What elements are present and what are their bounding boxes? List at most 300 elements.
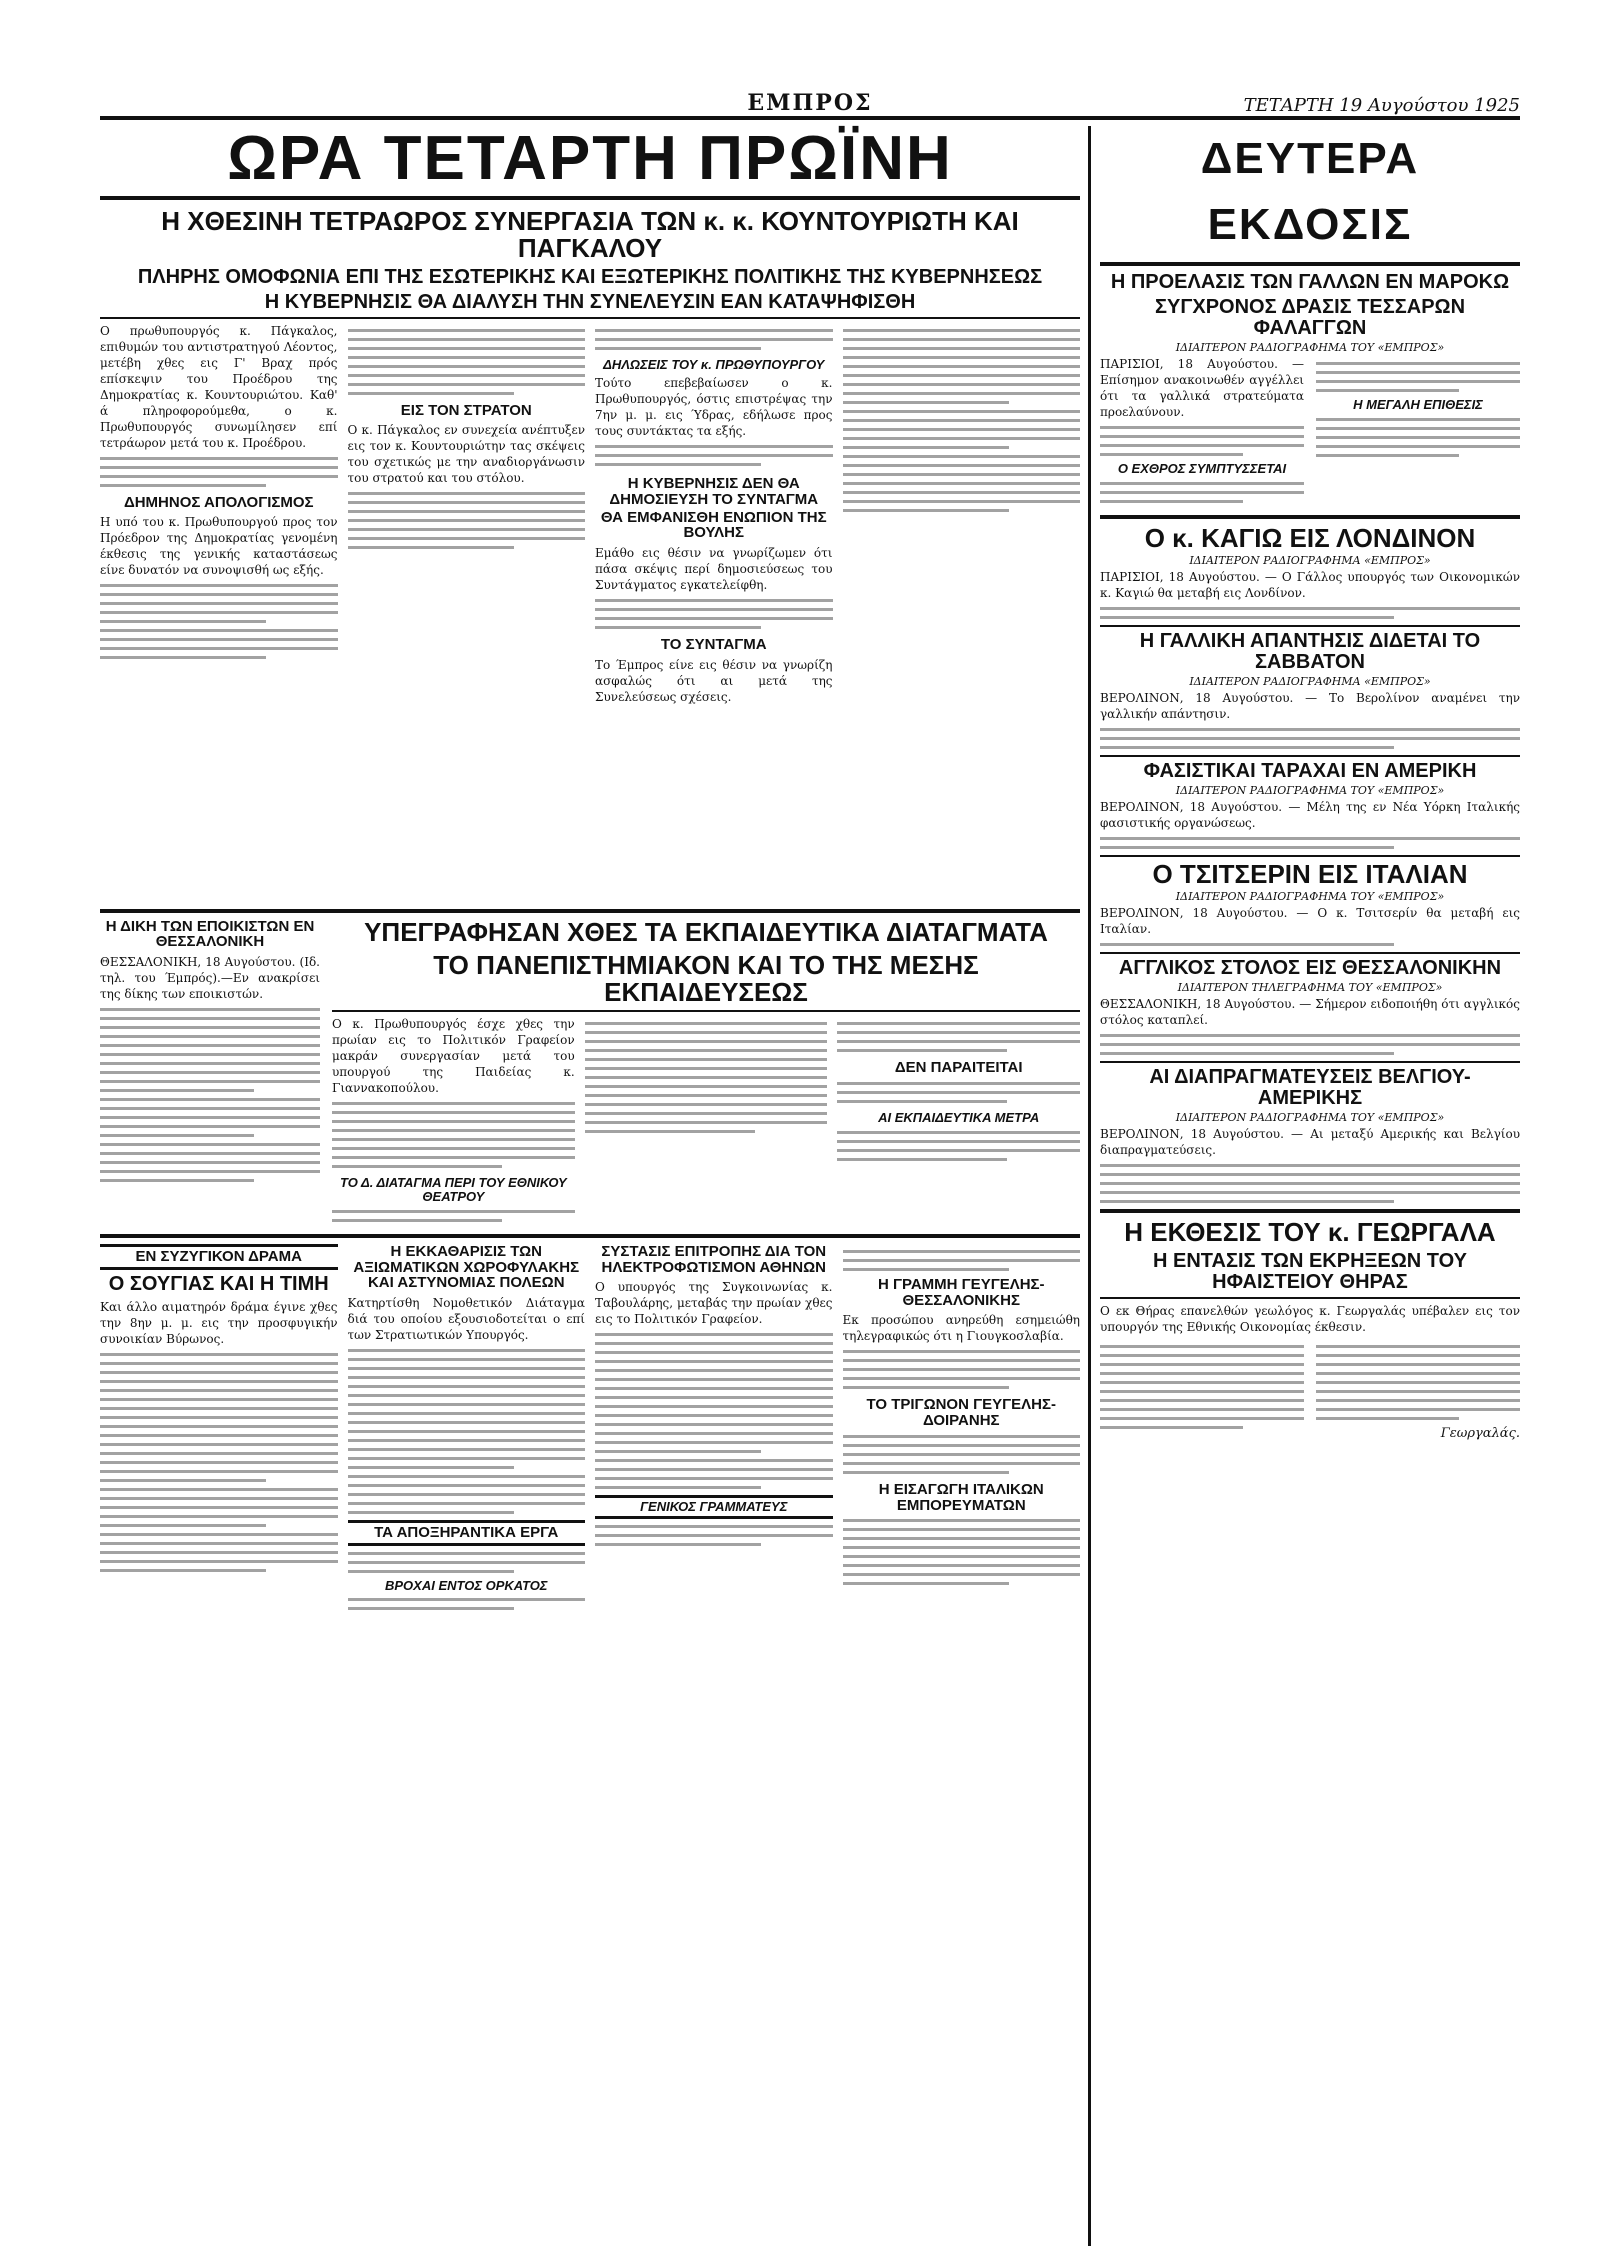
second-edition-column [1100,126,1520,1441]
text-line [100,1407,338,1410]
text-line [843,437,1081,440]
arbitration-heading: Η ΔΙΚΗ ΤΩΝ ΕΠΟΙΚΙΣΤΩΝ ΕΝ ΘΕΣΣΑΛΟΝΙΚΗ [105,917,315,951]
text-line [100,1143,320,1146]
divider [1100,855,1520,857]
morocco-heading-1: Η ΠΡΟΕΛΑΣΙΣ ΤΩΝ ΓΑΛΛΩΝ ΕΝ ΜΑΡΟΚΩ [1110,271,1510,293]
text-line [348,546,514,549]
text-line [1100,426,1304,429]
army-heading: ΕΙΣ ΤΟΝ ΣΤΡΑΤΟΝ [400,401,532,419]
chicherin-heading: Ο ΤΣΙΤΣΕΡΙΝ ΕΙΣ ΙΤΑΛΙΑΝ [1152,858,1468,889]
text-line [843,509,1009,512]
text-line [1100,728,1520,731]
text-line [348,1511,514,1514]
radio-byline-2: ΙΔΙΑΙΤΕΡΟΝ ΡΑΔΙΟΓΡΑΦΗΜΑ «ΕΜΠΡΟΣ» [1189,553,1431,567]
text-line [843,356,1081,359]
text-line [595,329,833,332]
text-line [100,1062,320,1065]
fleet-text: ΘΕΣΣΑΛΟΝΙΚΗ, 18 Αυγούστου. — Σήμερον ειδοποιήθη ότι αγγλικός στόλος καταπλεί. [1100,997,1520,1028]
text-line [100,1470,338,1473]
text-line [348,383,586,386]
text-line [100,1371,338,1374]
text-line [100,1035,320,1038]
text-line [595,1450,761,1453]
education-text: Ο κ. Πρωθυπουργός έσχε χθες την πρωίαν εις το Πολιτικόν Γραφείον μακράν συνεργασίαν μετά του υπουργού της Παιδείας κ. Γιαννακοπούλου. [332,1017,575,1096]
text-line [100,1506,338,1509]
text-line [595,599,833,602]
text-line [595,1468,833,1471]
text-line [100,1170,320,1173]
text-line [100,1116,320,1119]
text-line [100,1008,320,1011]
text-line [332,1219,502,1222]
divider [1100,952,1520,954]
text-line [585,1130,755,1133]
text-line [332,1210,575,1213]
text-line [348,1607,514,1610]
text-line [100,1560,338,1563]
text-line [348,1385,586,1388]
text-line [843,329,1081,332]
radio-byline-6: ΙΔΙΑΙΤΕΡΟΝ ΡΑΔΙΟΓΡΑΦΗΜΑ ΤΟΥ «ΕΜΠΡΟΣ» [1175,1111,1445,1125]
text-line [595,1534,833,1537]
text-line [843,1564,1081,1567]
berlin-text: ΒΕΡΟΛΙΝΟΝ, 18 Αυγούστου. — Το Βερολίνον αναμένει την γαλλικήν απάντησιν. [1100,690,1520,721]
constitution-heading: ΤΟ ΣΥΝΤΑΓΜΑ [660,636,767,654]
morocco-body [1100,356,1520,509]
article-signature: Γεωργαλάς. [1440,1425,1520,1441]
text-line [843,446,1009,449]
text-line [1100,1381,1304,1384]
text-line [332,1156,575,1159]
text-line [100,1488,338,1491]
text-line [100,1461,338,1464]
lead-col-3 [595,323,833,903]
arbitration-column [100,919,320,1228]
text-line [332,1147,575,1150]
text-line [595,1432,833,1435]
text-line [100,647,338,650]
text-line [348,365,586,368]
text-line [1100,491,1304,494]
text-line [332,1102,575,1105]
lead-headline-3: Η ΚΥΒΕΡΝΗΣΙΣ ΘΑ ΔΙΑΛΥΣΗ ΤΗΝ ΣΥΝΕΛΕΥΣΙΝ ΕΑΝ ΚΑΤΑΨΗΦΙΣΘΗ [264,290,916,313]
text-line [595,1369,833,1372]
great-attack-heading: Η ΜΕΓΑΛΗ ΕΠΙΘΕΣΙΣ [1353,397,1483,412]
telegram-byline: ΙΔΙΑΙΤΕΡΟΝ ΤΗΛΕΓΡΑΦΗΜΑ ΤΟΥ «ΕΜΠΡΟΣ» [1177,981,1443,995]
fascist-heading: ΦΑΣΙΣΤΙΚΑΙ ΤΑΡΑΧΑΙ ΕΝ ΑΜΕΡΙΚΗ [1143,759,1477,782]
divider [1100,625,1520,627]
text-line [837,1082,1080,1085]
lead-col-1 [100,323,338,903]
text-line [348,1448,586,1451]
text-line [100,1524,266,1527]
text-line [100,1161,320,1164]
text-line [843,365,1081,368]
text-line [100,584,338,587]
text-line [1100,837,1520,840]
line-signature: ΓΕΝΙΚΟΣ ΓΡΑΜΜΑΤΕΥΣ [595,1495,833,1519]
text-line [595,1342,833,1345]
text-line [1100,607,1520,610]
text-line [595,347,761,350]
caillaux-text: ΠΑΡΙΣΙΟΙ, 18 Αυγούστου. — Ο Γάλλος υπουργός των Οικονομικών κ. Καγιώ θα μεταβή εις Λονδίνον. [1100,569,1520,600]
constitution-text: Το Έμπρος είνε εις θέσιν να γνωρίζη ασφαλώς ότι αι μετά της Συνελεύσεως σχέσεις. [595,657,833,704]
divider [332,1010,1080,1012]
text-line [1316,1408,1520,1411]
committee-text: Ο υπουργός της Συγκοινωνίας κ. Ταβουλάρης, μεταβάς την πρωίαν χθες εις το Πολιτικόν Γραφείον. [595,1280,833,1327]
lead-article-block [100,323,1080,903]
text-line [585,1031,828,1034]
text-line [843,1268,1009,1271]
masthead [100,80,1520,120]
divider [1100,1209,1520,1213]
text-line [1316,454,1459,457]
text-line [843,1368,1081,1371]
text-line [595,1405,833,1408]
newspaper-page [100,80,1520,2250]
text-line [585,1112,828,1115]
text-line [332,1111,575,1114]
text-line [843,374,1081,377]
text-line [348,1466,514,1469]
text-line [348,1552,586,1555]
text-line [100,1515,338,1518]
text-line [843,500,1081,503]
education-headline-1: ΥΠΕΓΡΑΦΗΣΑΝ ΧΘΕΣ ΤΑ ΕΚΠΑΙΔΕΥΤΙΚΑ ΔΙΑΤΑΓΜΑΤΑ [364,916,1048,947]
text-line [348,510,586,513]
text-line [348,1475,586,1478]
text-line [100,1353,338,1356]
text-line [595,463,761,466]
text-line [1100,1345,1304,1348]
text-line [100,475,338,478]
text-line [595,1387,833,1390]
divider [1100,755,1520,757]
gov-heading-2: ΘΑ ΕΜΦΑΝΙΣΘΗ ΕΝΩΠΙΟΝ ΤΗΣ ΒΟΥΛΗΣ [600,508,827,542]
pm-heading: ΔΗΛΩΣΕΙΣ ΤΟΥ κ. ΠΡΩΘΥΠΟΥΡΓΟΥ [603,356,825,372]
text-line [1100,737,1520,740]
text-line [100,1017,320,1020]
text-line [585,1103,828,1106]
line-heading: Η ΓΡΑΜΜΗ ΓΕΥΓΕΛΗΣ-ΘΕΣΣΑΛΟΝΙΚΗΣ [877,1275,1045,1309]
text-line [595,1459,833,1462]
not-resign-heading: ΔΕΝ ΠΑΡΑΙΤΕΙΤΑΙ [894,1059,1023,1077]
text-line [348,356,586,359]
education-body [332,1016,1080,1227]
paper-name: ΕΜΠΡΟΣ [747,90,873,116]
text-line [1100,435,1304,438]
text-line [100,602,338,605]
text-line [843,473,1081,476]
text-line [595,454,833,457]
drama-heading: ΕΝ ΣΥΖΥΓΙΚΟΝ ΔΡΑΜΑ [100,1244,338,1270]
text-line [348,374,586,377]
bottom-col-4 [843,1244,1081,1617]
pm-text: Τούτο επεβεβαίωσεν ο κ. Πρωθυπουργός, όστις επιστρέψας την 7ην μ. μ. εις Ύδρας, εδήλωσε προς τους συντάκτας τα εξής. [595,376,833,439]
text-line [348,1367,586,1370]
text-line [100,1107,320,1110]
text-line [843,1573,1081,1576]
triangle-heading: ΤΟ ΤΡΙΓΩΝΟΝ ΓΕΥΓΕΛΗΣ-ΔΟΙΡΑΝΗΣ [866,1396,1056,1430]
bottom-col-1 [100,1244,338,1617]
text-line [595,617,833,620]
lead-headline-2: ΠΛΗΡΗΣ ΟΜΟΦΩΝΙΑ ΕΠΙ ΤΗΣ ΕΣΩΤΕΡΙΚΗΣ ΚΑΙ ΕΞΩΤΕΡΙΚΗΣ ΠΟΛΙΤΙΚΗΣ ΤΗΣ ΚΥΒΕΡΝΗΣΕΩΣ [137,265,1043,288]
text-line [348,1484,586,1487]
text-line [1100,482,1304,485]
paris-text: ΠΑΡΙΣΙΟΙ, 18 Αυγούστου. — Επίσημον ανακοινωθέν αγγέλλει ότι τα γαλλικά στρατεύματα προελαύνουν. [1100,357,1304,419]
text-line [837,1040,1080,1043]
text-line [843,392,1081,395]
text-line [1316,436,1520,439]
text-line [1100,453,1243,456]
text-line [100,1134,254,1137]
text-line [595,1333,833,1336]
text-line [837,1022,1080,1025]
text-line [348,338,586,341]
text-line [1100,1200,1394,1203]
text-line [100,1152,320,1155]
text-line [595,1360,833,1363]
text-line [843,1528,1081,1531]
text-line [843,1386,1009,1389]
text-line [1100,1052,1394,1055]
text-line [1100,1426,1243,1429]
text-line [348,1457,586,1460]
text-line [595,338,833,341]
text-line [100,1080,320,1083]
text-line [348,1403,586,1406]
radio-byline: ΙΔΙΑΙΤΕΡΟΝ ΡΑΔΙΟΓΡΑΦΗΜΑ ΤΟΥ «ΕΜΠΡΟΣ» [1175,341,1445,354]
divider [1100,1061,1520,1063]
bottom-block [100,1244,1080,1617]
text-line [348,347,586,350]
chicherin-text: ΒΕΡΟΛΙΝΟΝ, 18 Αυγούστου. — Ο κ. Τσιτσερίν θα μεταβή εις Ιταλίαν. [1100,906,1520,937]
bottom-col-2 [348,1244,586,1617]
text-line [100,1452,338,1455]
text-line [348,1561,586,1564]
text-line [843,1582,1009,1585]
text-line [100,593,338,596]
text-line [100,611,338,614]
text-line [1316,1399,1520,1402]
text-line [843,1250,1081,1253]
text-line [100,629,338,632]
text-line [1100,1191,1520,1194]
text-line [843,338,1081,341]
text-line [843,1471,1009,1474]
text-line [843,1259,1081,1262]
text-line [843,1359,1081,1362]
text-line [843,428,1081,431]
text-line [843,491,1081,494]
text-line [1316,380,1520,383]
main-area [100,126,1080,1616]
belgium-text: ΒΕΡΟΛΙΝΟΝ, 18 Αυγούστου. — Αι μεταξύ Αμερικής και Βελγίου διαπραγματεύσεις. [1100,1127,1520,1158]
text-line [348,1502,586,1505]
text-line [1100,1043,1520,1046]
text-line [843,1546,1081,1549]
text-line [348,1439,586,1442]
fleet-heading: ΑΓΓΛΙΚΟΣ ΣΤΟΛΟΣ ΕΙΣ ΘΕΣΣΑΛΟΝΙΚΗΝ [1118,957,1502,980]
text-line [348,329,586,332]
text-line [348,537,586,540]
army-text: Ο κ. Πάγκαλος εν συνεχεία ανέπτυξεν εις τον κ. Κουντουριώτην τας σκέψεις του σχετικώς με την αναδιοργάνωσιν του στρατού και του στόλου. [347,423,585,486]
enemy-heading: Ο ΕΧΘΡΟΣ ΣΥΜΠΤΥΣΣΕΤΑΙ [1117,461,1287,476]
text-line [585,1085,828,1088]
text-line [348,1430,586,1433]
text-line [585,1049,828,1052]
text-line [1316,1390,1520,1393]
education-measures-heading: ΑΙ ΕΚΠΑΙΔΕΥΤΙΚΑ ΜΕΤΡΑ [878,1110,1040,1126]
text-line [332,1129,575,1132]
second-edition-title: ΔΕΥΤΕΡΑ ΕΚΔΟΣΙΣ [1100,126,1520,266]
text-line [595,608,833,611]
text-line [1100,746,1394,749]
text-line [100,1362,338,1365]
text-line [585,1067,828,1070]
text-line [843,1519,1081,1522]
text-line [1316,371,1520,374]
text-line [585,1058,828,1061]
text-line [1316,1372,1520,1375]
text-line [332,1138,575,1141]
text-line [348,1376,586,1379]
lead-headline-1: Η ΧΘΕΣΙΝΗ ΤΕΤΡΑΩΡΟΣ ΣΥΝΕΡΓΑΣΙΑ ΤΩΝ κ. κ. ΚΟΥΝΤΟΥΡΙΩΤΗ ΚΑΙ ΠΑΓΚΑΛΟΥ [161,206,1019,264]
radio-byline-3: ΙΔΙΑΙΤΕΡΟΝ ΡΑΔΙΟΓΡΑΦΗΜΑ «ΕΜΠΡΟΣ» [1189,674,1431,688]
georgala-heading-2: Η ΕΝΤΑΣΙΣ ΤΩΝ ΕΚΡΗΞΕΩΝ ΤΟΥ ΗΦΑΙΣΤΕΙΟΥ ΘΗΡΑΣ [1153,1249,1467,1293]
text-line [348,1358,586,1361]
text-line [585,1040,828,1043]
text-line [100,1098,320,1101]
text-line [837,1131,1080,1134]
text-line [100,466,338,469]
text-line [100,1389,338,1392]
text-line [332,1165,502,1168]
text-line [348,1570,514,1573]
morocco-heading-2: ΣΥΓΧΡΟΝΟΣ ΔΡΑΣΙΣ ΤΕΣΣΑΡΩΝ ΦΑΛΑΓΓΩΝ [1154,296,1466,339]
lead-col-4 [843,323,1081,903]
text-line [837,1158,1007,1161]
text-line [843,464,1081,467]
text-line [1100,1390,1304,1393]
import-heading: Η ΕΙΣΑΓΩΓΗ ΙΤΑΛΙΚΩΝ ΕΜΠΟΡΕΥΜΑΤΩΝ [878,1480,1044,1514]
text-line [348,492,586,495]
text-line [1100,1173,1520,1176]
text-line [1100,846,1394,849]
text-line [595,1396,833,1399]
gov-heading: Η ΚΥΒΕΡΝΗΣΙΣ ΔΕΝ ΘΑ ΔΗΜΟΣΙΕΥΣΗ ΤΟ ΣΥΝΤΑΓΜΑ [609,475,819,508]
text-line [348,1598,586,1601]
text-line [100,638,338,641]
text-line [1316,362,1520,365]
text-line [1100,1354,1304,1357]
text-line [843,410,1081,413]
rain-heading: ΒΡΟΧΑΙ ΕΝΤΟΣ ΟΡΚΑΤΟΣ [385,1577,548,1593]
text-line [100,1551,338,1554]
text-line [843,1377,1081,1380]
middle-block [100,916,1080,1228]
text-line [100,620,266,623]
text-line [843,1435,1081,1438]
text-line [100,1053,320,1056]
text-line [348,1394,586,1397]
divider [100,909,1080,913]
gov-text: Εμάθο εις θέσιν να γνωρίζωμεν ότι πάσα σκέψις περί δημοσιεύσεως του Συντάγματος εγκατελείφθη. [595,546,833,593]
text-line [843,1462,1081,1465]
text-line [100,1497,338,1500]
text-line [100,1434,338,1437]
text-line [100,1479,266,1482]
text-line [843,1537,1081,1540]
text-line [843,383,1081,386]
text-line [100,1380,338,1383]
text-line [585,1076,828,1079]
divider [1100,1297,1520,1299]
text-line [585,1022,828,1025]
text-line [837,1140,1080,1143]
edition-title: ΩΡΑ ΤΕΤΑΡΤΗ ΠΡΩΪΝΗ [100,126,1080,200]
arbitration-text: ΘΕΣΣΑΛΟΝΙΚΗ, 18 Αυγούστου. (Ιδ. τηλ. του Έμπρός).—Εν ανακρίσει της δίκης των εποικιστών. [100,955,320,1002]
committee-heading: ΣΥΣΤΑΣΙΣ ΕΠΙΤΡΟΠΗΣ ΔΙΑ ΤΟΝ ΗΛΕΚΤΡΟΦΩΤΙΣΜΟΝ ΑΘΗΝΩΝ [601,1242,827,1276]
lead-col-2 [348,323,586,903]
text-line [100,1533,338,1536]
text-line [595,626,761,629]
text-line [843,1444,1081,1447]
text-line [1100,1034,1520,1037]
text-line [837,1091,1080,1094]
text-line [837,1049,1007,1052]
text-line [837,1031,1080,1034]
text-line [595,1414,833,1417]
text-line [1316,1345,1520,1348]
text-line [1316,427,1520,430]
text-line [100,1542,338,1545]
text-line [348,501,586,504]
text-line [843,419,1081,422]
police-heading: Η ΕΚΚΑΘΑΡΙΣΙΣ ΤΩΝ ΑΞΙΩΜΑΤΙΚΩΝ ΧΩΡΟΦΥΛΑΚΗΣ ΚΑΙ ΑΣΤΥΝΟΜΙΑΣ ΠΟΛΕΩΝ [353,1242,580,1292]
radio-byline-5: ΙΔΙΑΙΤΕΡΟΝ ΡΑΔΙΟΓΡΑΦΗΜΑ ΤΟΥ «ΕΜΠΡΟΣ» [1175,890,1445,904]
text-line [843,1350,1081,1353]
text-line [843,401,1009,404]
text-line [843,1453,1081,1456]
text-line [100,1569,266,1572]
divider [100,317,1080,319]
text-line [837,1100,1007,1103]
radio-byline-4: ΙΔΙΑΙΤΕΡΟΝ ΡΑΔΙΟΓΡΑΦΗΜΑ ΤΟΥ «ΕΜΠΡΟΣ» [1175,783,1445,797]
text-line [1100,1399,1304,1402]
text-line [843,482,1081,485]
georgala-text: Ο εκ Θήρας επανελθών γεωλόγος κ. Γεωργαλάς υπέβαλεν εις τον υπουργόν της Εθνικής Οικονομίας έκθεσιν. [1100,1303,1520,1334]
text-line [595,445,833,448]
text-line [348,519,586,522]
education-headline-2: ΤΟ ΠΑΝΕΠΙΣΤΗΜΙΑΚΟΝ ΚΑΙ ΤΟ ΤΗΣ ΜΕΣΗΣ ΕΚΠΑΙΔΕΥΣΕΩΣ [433,949,979,1008]
text-line [843,1555,1081,1558]
text-line [100,1179,254,1182]
text-line [100,1416,338,1419]
text-line [1100,1408,1304,1411]
text-line [1316,1363,1520,1366]
decree-heading: ΤΟ Δ. ΔΙΑΤΑΓΜΑ ΠΕΡΙ ΤΟΥ ΕΘΝΙΚΟΥ ΘΕΑΤΡΟΥ [340,1175,567,1205]
text-line [843,347,1081,350]
lead-text: Ο πρωθυπουργός κ. Πάγκαλος, επιθυμών του αντιστρατηγού Λέοντος, μετέβη χθες εις Γ' Βραχ πρός επίσκεψιν του Προέδρου της Δημοκρατίας κ. Κουντουριώτου. Καθ' ά πληροφορούμεθα, ο κ. Πρωθυπουργός συνωμίλησεν επί τετράωρον μετά του κ. Προέδρου. [100,323,338,450]
text-line [595,1423,833,1426]
text-line [1316,445,1520,448]
drama-text: Και άλλο αιματηρόν δράμα έγινε χθες την 8ην μ. μ. εις την προσφυγικήν συνοικίαν Βύρωνος. [100,1299,338,1346]
georgala-heading-1: Η ΕΚΘΕΣΙΣ ΤΟΥ κ. ΓΕΩΡΓΑΛΑ [1124,1217,1496,1248]
text-line [100,1443,338,1446]
text-line [595,1477,833,1480]
french-answer-heading: Η ΓΑΛΛΙΚΗ ΑΠΑΝΤΗΣΙΣ ΔΙΔΕΤΑΙ ΤΟ ΣΑΒΒΑΤΟΝ [1139,629,1481,673]
